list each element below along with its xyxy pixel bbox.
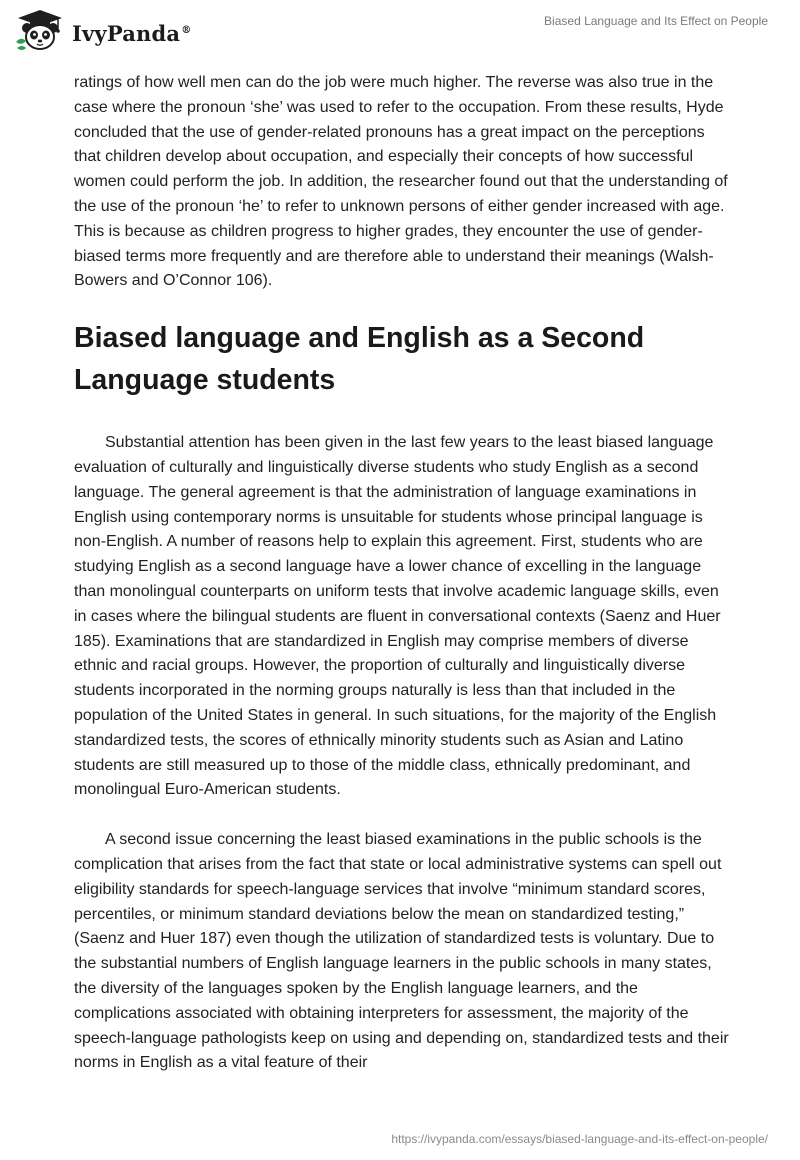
logo-text: IvyPanda: [72, 20, 181, 46]
paragraph-1: ratings of how well men can do the job were much higher. The reverse was also true in the case where the pronoun ‘she’ was used to refer to the occupation. From these results, Hyde concluded that the use of gender-related pronouns has a great impact on the perceptions that children develop about occupation, and especially their concepts of how successful women could perform the job. In addition, the researcher found out that the understanding of the use of the pronoun ‘he’ to refer to unknown persons of either gender increased with age. This is because as children progress to higher grades, they encounter the use of gender-biased terms more frequently and are therefore able to understand their meanings (Walsh-Bowers and O’Connor 106).: [74, 74, 728, 290]
paragraph-spacer: [74, 803, 734, 828]
paragraph-2: Substantial attention has been given in the last few years to the least biased language evaluation of culturally and linguistically diverse students who study English as a second language. The general agreement is that the administration of language examinations in English using contemporary norms is unsuitable for students whose principal language is non-English. A number of reasons help to explain this agreement. First, students who are studying English as a second language have a lower chance of excelling in the language than monolingual counterparts on uniform tests that involve academic language skills, even in cases where the bilingual students are fluent in conversational contexts (Saenz and Huer 185). Examinations that are standardized in English may comprise members of diverse ethnic and racial groups. However, the proportion of culturally and linguistically diverse students incorporated in the norming groups naturally is less than that included in the population of the United States in general. In such situations, for the majority of the English standardized tests, the scores of ethnically minority students such as Asian and Latino students are still measured up to those of the middle class, ethnically predominant, and monolingual Euro-American students.: [74, 434, 721, 799]
source-url[interactable]: https://ivypanda.com/essays/biased-language-and-its-effect-on-people/: [391, 1132, 768, 1146]
paragraph-3: A second issue concerning the least biased examinations in the public schools is the complication that arises from the fact that state or local administrative systems can spell out eligibility standards for speech-language services that involve “minimum standard scores, percentiles, or minimum standard deviations below the mean on standardized testing,” (Saenz and Huer 187) even though the utilization of standardized tests is voluntary. Due to the substantial numbers of English language learners in the public schools in many states, the diversity of the languages spoken by the English language learners, and the complications associated with obtaining interpreters for assessment, the majority of the speech-language pathologists keep on using and depending on, standardized tests and their norms in English as a vital feature of their: [74, 831, 729, 1072]
section-heading: Biased language and English as a Second Language students: [74, 322, 645, 397]
page-header: [0, 0, 800, 66]
document-title: Biased Language and Its Effect on People: [544, 14, 768, 28]
essay-content: [74, 71, 734, 1076]
ivypanda-logo[interactable]: [14, 8, 191, 52]
logo-wordmark: [72, 21, 191, 46]
registered-mark: ®: [181, 24, 192, 36]
panda-graduate-icon: [14, 8, 66, 52]
